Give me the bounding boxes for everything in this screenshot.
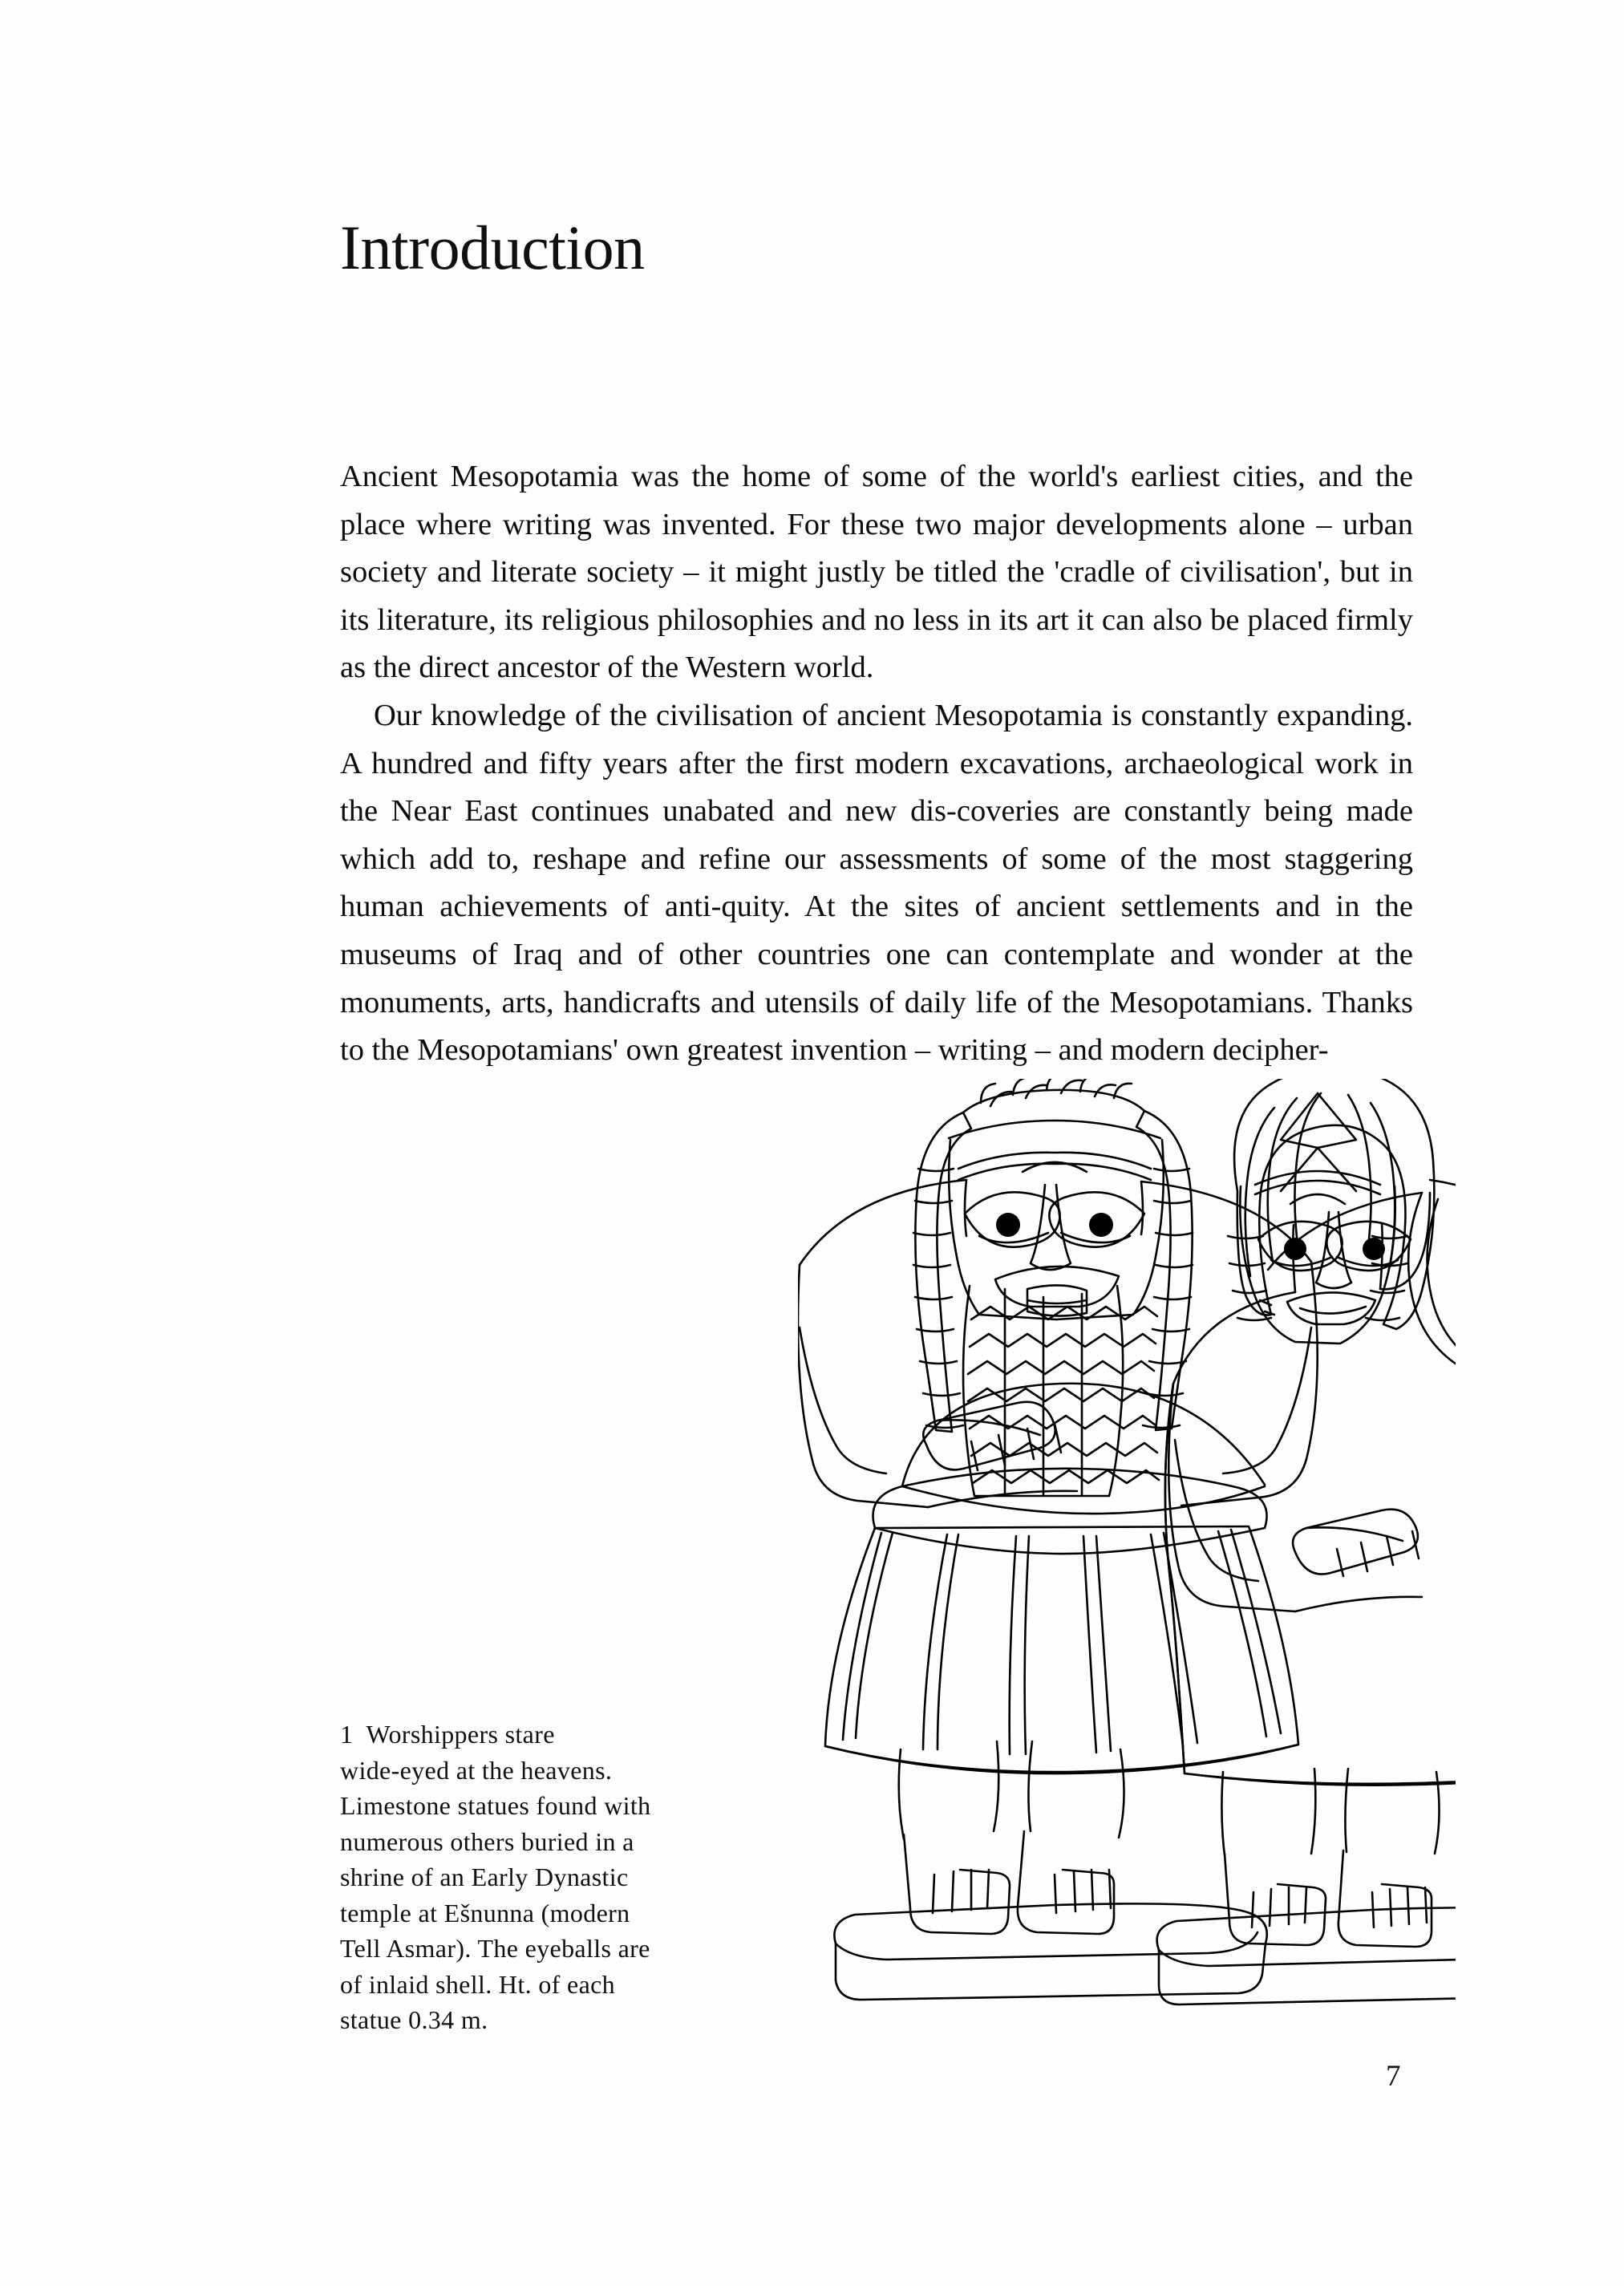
female-statue-brow <box>1290 1194 1345 1204</box>
female-statue-hands <box>1293 1510 1419 1576</box>
male-statue-shoulders <box>800 1180 1311 1265</box>
figure-illustration <box>798 1079 1456 2009</box>
male-statue-eyes <box>965 1192 1144 1246</box>
female-statue-legs <box>1221 1769 1439 1855</box>
male-statue-torso-lower <box>902 1384 1265 1486</box>
page-title: Introduction <box>340 213 645 283</box>
male-statue-hair <box>913 1079 1193 1432</box>
male-statue-waistband <box>873 1469 1267 1554</box>
caption-line: statue 0.34 m. <box>340 2005 488 2034</box>
female-statue-eyes <box>1258 1222 1411 1271</box>
paragraph-2: Our knowledge of the civilisation of ancient Mesopotamia is constantly expanding. A hundred and fifty years after the first modern excavations, archaeological work in the Near East continues unabated and new dis-coveries are constantly being made which add to, reshape and refine our assessments of some of the most staggering human achievements of anti-quity. At the sites of ancient settlements and in the museums of Iraq and of other countries one can contemplate and wonder at the monuments, arts, handicrafts and utensils of daily life of the Mesopotamians. Thanks to the Mesopotamians' own greatest invention – writing – and modern decipher- <box>340 698 1413 1068</box>
caption-line: Tell Asmar). The eyeballs are <box>340 1934 650 1963</box>
male-statue-forehead-band <box>949 1121 1160 1138</box>
male-statue-neck <box>965 1180 1143 1236</box>
female-statue-plinth <box>1157 1907 1456 2004</box>
body-text-block <box>340 453 1413 1075</box>
male-statue-hands <box>923 1402 1061 1470</box>
caption-line: shrine of an Early Dynastic <box>340 1862 629 1891</box>
caption-line: wide-eyed at the heavens. <box>340 1755 613 1785</box>
female-statue-mouth <box>1287 1292 1375 1324</box>
female-statue-shawl <box>1408 1180 1456 1770</box>
female-worshipper-statue <box>1157 1079 1456 2004</box>
male-statue-mouth <box>995 1267 1119 1316</box>
male-statue-feet <box>904 1831 1114 1934</box>
caption-line: 1 Worshippers stare <box>340 1720 555 1749</box>
figure-caption <box>340 1717 741 2038</box>
paragraph-1: Ancient Mesopotamia was the home of some of the world's earliest cities, and the place where writing was invented. For these two major developments alone – urban society and literate society – it might justly be titled the 'cradle of civilisation', but in its literature, its religious philosophies and no less in its art it can also be placed firmly as the direct ancestor of the Western world. <box>340 460 1413 685</box>
male-statue-beard <box>963 1286 1159 1496</box>
male-statue-kaunakes-skirt <box>825 1526 1298 1773</box>
page-number: 7 <box>1386 2060 1401 2093</box>
caption-line: numerous others buried in a <box>340 1826 634 1856</box>
male-statue-brow <box>958 1153 1151 1169</box>
female-statue-fringe <box>1255 1171 1380 1185</box>
caption-line: temple at Ešnunna (modern <box>340 1898 630 1927</box>
caption-line: Limestone statues found with <box>340 1791 651 1820</box>
female-statue-feet <box>1225 1850 1432 1947</box>
male-statue-legs <box>899 1741 1124 1839</box>
caption-line: of inlaid shell. Ht. of each <box>340 1969 616 1999</box>
male-statue-plinth <box>834 1903 1266 2000</box>
